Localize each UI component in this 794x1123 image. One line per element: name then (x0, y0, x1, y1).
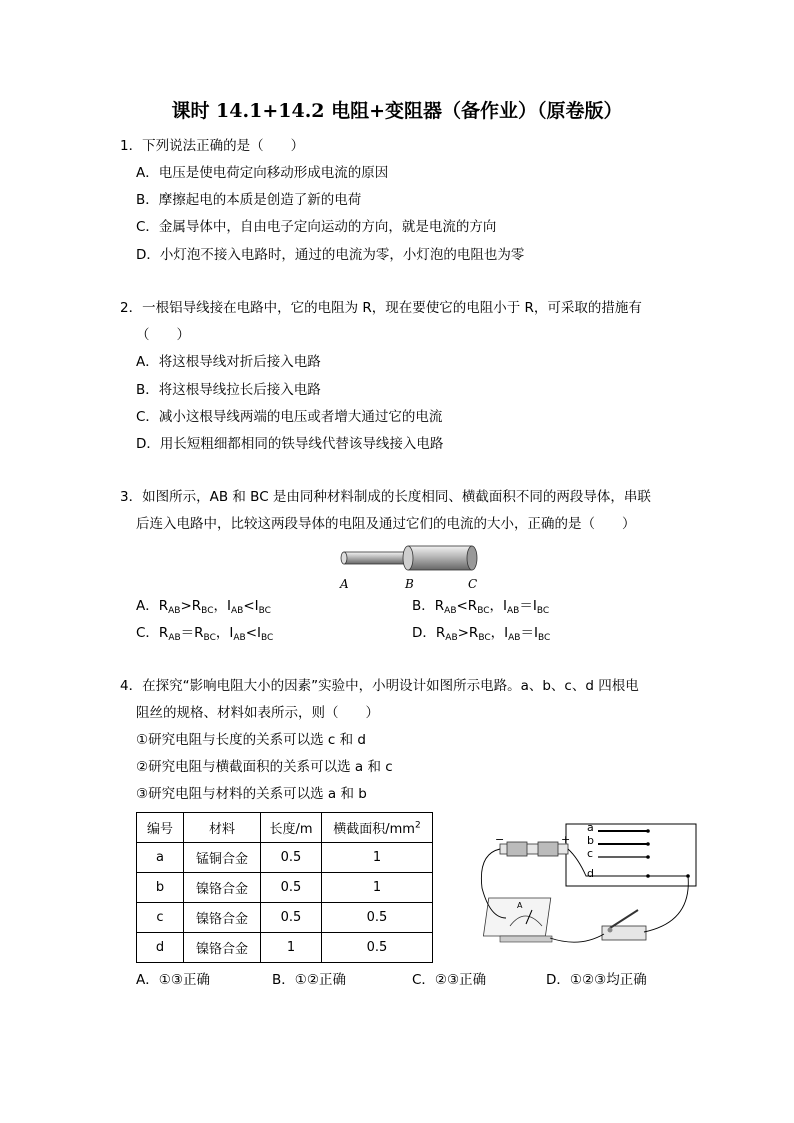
circuit-figure (470, 818, 700, 968)
table-cell: 1 (322, 843, 433, 873)
wire-label-c: c (587, 847, 594, 860)
wire-spec-table (136, 812, 433, 963)
q3-option-b: B．$R_{AB}<R_{BC}$，$I_{AB}=I_{BC}$ (412, 598, 550, 616)
table-header: 编号 (137, 813, 184, 843)
q4-option-a: A．①③正确 (136, 972, 210, 988)
q4-statement-1: ①研究电阻与长度的关系可以选 c 和 d (136, 732, 366, 748)
table-row (137, 873, 433, 903)
battery-plus-label: + (561, 833, 571, 846)
ammeter-label: A (517, 901, 523, 910)
q4-statement-3: ③研究电阻与材料的关系可以选 a 和 b (136, 786, 367, 802)
table-cell: 0.5 (261, 843, 322, 873)
q4-option-b: B．①②正确 (272, 972, 346, 988)
q2-stem: 2．一根铝导线接在电路中，它的电阻为 R，现在要使它的电阻小于 R，可采取的措施有 (120, 300, 642, 316)
table-cell: 0.5 (322, 933, 433, 963)
table-header: 长度/m (261, 813, 322, 843)
q1-option-c: C．金属导体中，自由电子定向运动的方向，就是电流的方向 (136, 219, 497, 235)
table-cell: 镍铬合金 (184, 933, 261, 963)
wire-label-b: b (587, 834, 594, 847)
table-cell: 0.5 (322, 903, 433, 933)
table-cell: c (137, 903, 184, 933)
q2-option-a: A．将这根导线对折后接入电路 (136, 354, 321, 370)
table-header-row (137, 813, 433, 843)
q3-option-a: A．$R_{AB}>R_{BC}$，$I_{AB}<I_{BC}$ (136, 598, 271, 616)
q3-option-c: C．$R_{AB}=R_{BC}$，$I_{AB}<I_{BC}$ (136, 625, 274, 643)
table-cell: 1 (261, 933, 322, 963)
q2-option-d: D．用长短粗细都相同的铁导线代替该导线接入电路 (136, 436, 444, 452)
q4-stem-cont: 阻丝的规格、材料如表所示，则（ ） (136, 705, 379, 721)
table-row (137, 843, 433, 873)
wire-label-d: d (587, 867, 594, 880)
q1-option-d: D．小灯泡不接入电路时，通过的电流为零，小灯泡的电阻也为零 (136, 247, 525, 263)
q2-stem-cont: （ ） (136, 327, 190, 343)
q2-option-b: B．将这根导线拉长后接入电路 (136, 382, 321, 398)
table-row (137, 903, 433, 933)
table-cell: 锰铜合金 (184, 843, 261, 873)
table-cell: b (137, 873, 184, 903)
table-row (137, 933, 433, 963)
table-cell: 0.5 (261, 903, 322, 933)
q4-stem: 4．在探究“影响电阻大小的因素”实验中，小明设计如图所示电路。a、b、c、d 四根电 (120, 678, 639, 694)
table-header: 横截面积$/mm^2$ (322, 813, 433, 843)
q1-option-a: A．电压是使电荷定向移动形成电流的原因 (136, 165, 389, 181)
q2-option-c: C．减小这根导线两端的电压或者增大通过它的电流 (136, 409, 443, 425)
q1-option-b: B．摩擦起电的本质是创造了新的电荷 (136, 192, 362, 208)
q3-option-d: D．$R_{AB}>R_{BC}$，$I_{AB}=I_{BC}$ (412, 625, 551, 643)
page-title: 课时 14.1+14.2 电阻+变阻器（备作业）（原卷版） (171, 100, 623, 122)
q3-stem-cont: 后连入电路中，比较这两段导体的电阻及通过它们的电流的大小，正确的是（ ） (136, 516, 636, 532)
q4-option-d: D．①②③均正确 (546, 972, 647, 988)
table-header: 材料 (184, 813, 261, 843)
q4-option-c: C．②③正确 (412, 972, 487, 988)
wire-label-a: a (587, 821, 594, 834)
label-c: C (468, 577, 478, 591)
q4-statement-2: ②研究电阻与横截面积的关系可以选 a 和 c (136, 759, 393, 775)
table-cell: 1 (322, 873, 433, 903)
q1-stem: 1．下列说法正确的是（ ） (120, 138, 305, 154)
q3-stem: 3．如图所示，AB 和 BC 是由同种材料制成的长度相同、横截面积不同的两段导体，串联 (120, 489, 651, 505)
table-cell: a (137, 843, 184, 873)
table-cell: 0.5 (261, 873, 322, 903)
table-cell: 镍铬合金 (184, 873, 261, 903)
table-cell: 镍铬合金 (184, 903, 261, 933)
battery-minus-label: − (495, 833, 505, 846)
label-a: A (340, 577, 349, 591)
label-b: B (405, 577, 414, 591)
table-cell: d (137, 933, 184, 963)
